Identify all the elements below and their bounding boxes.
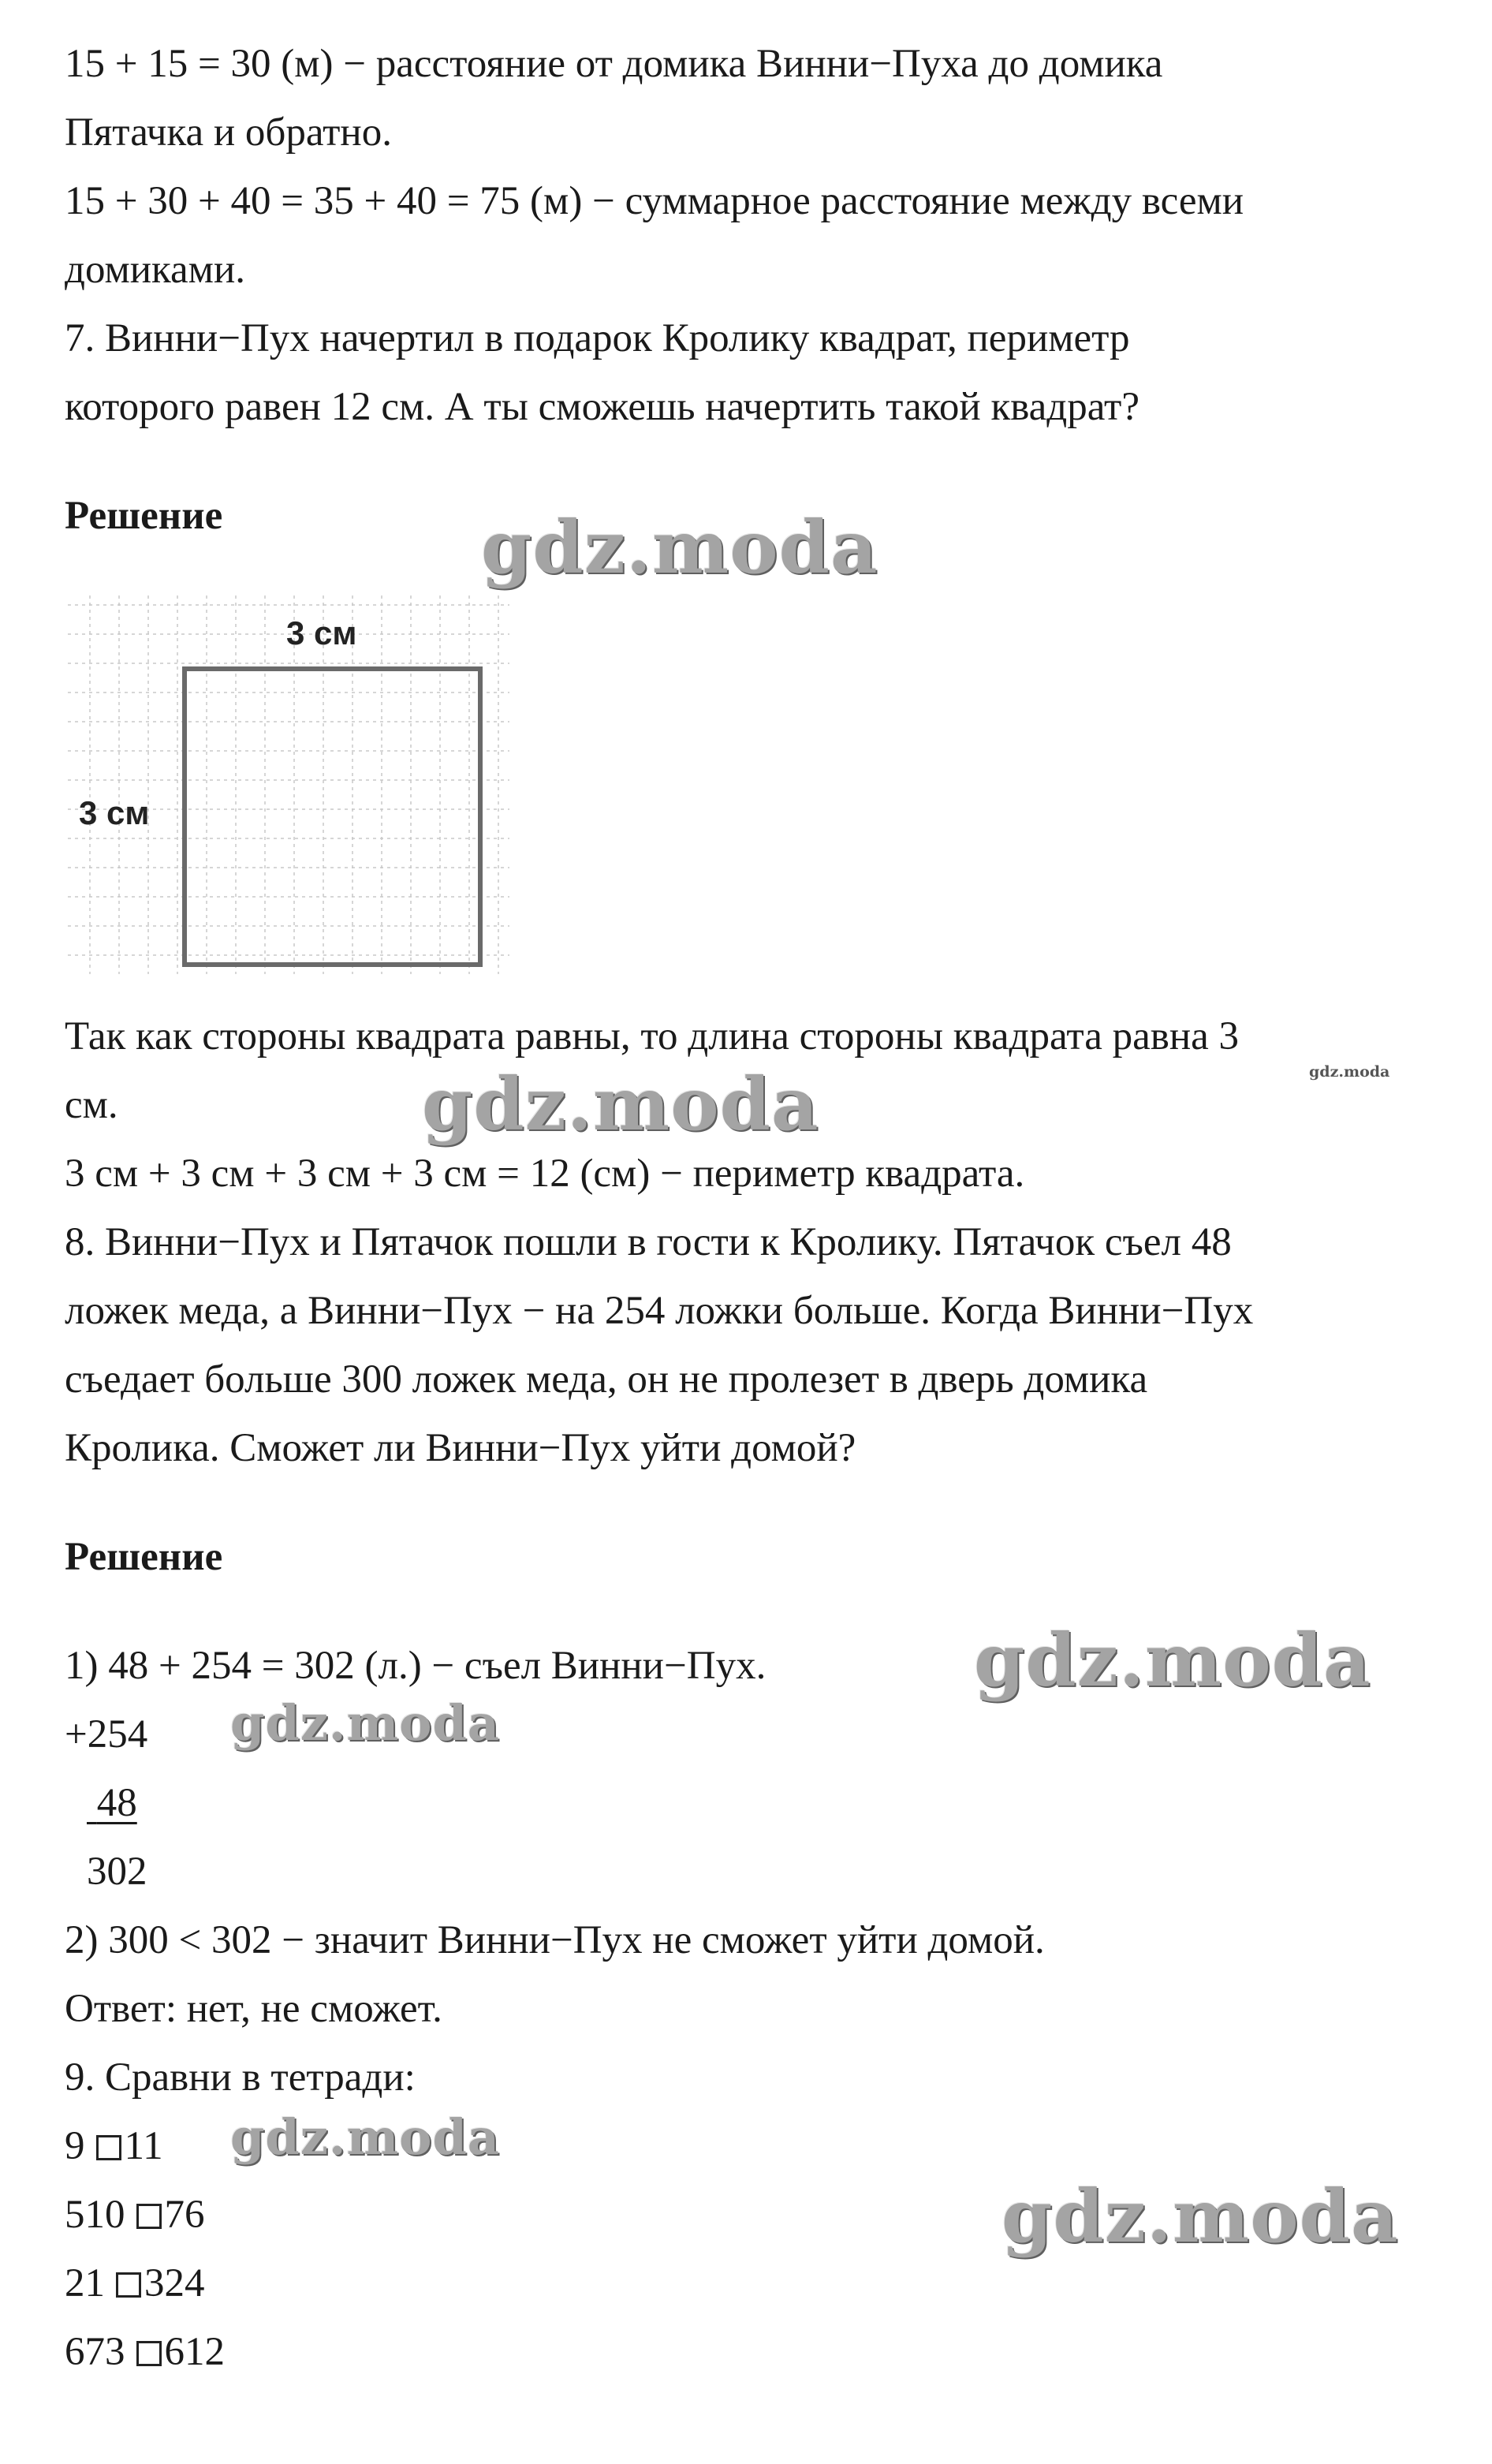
- watermark: gdz.moda: [1309, 1063, 1390, 1081]
- text-line: домиками.: [65, 248, 246, 292]
- empty-box-icon: [136, 2341, 162, 2366]
- compare-row: 510 76: [65, 2193, 205, 2237]
- text-line: 1) 48 + 254 = 302 (л.) − съел Винни−Пух.: [65, 1644, 767, 1688]
- empty-box-icon: [96, 2135, 121, 2160]
- watermark: gdz.moda: [974, 1618, 1371, 1703]
- watermark: gdz.moda: [230, 1694, 500, 1752]
- solution-heading: Решение: [65, 1535, 223, 1579]
- task-9-text: 9. Сравни в тетради:: [65, 2055, 416, 2100]
- answer-line: Ответ: нет, не сможет.: [65, 1987, 442, 2031]
- task-8-text: съедает больше 300 ложек меда, он не пролезет в дверь домика: [65, 1357, 1148, 1402]
- top-side-label: 3 см: [286, 614, 357, 651]
- watermark: gdz.moda: [481, 505, 878, 590]
- solution-heading: Решение: [65, 494, 223, 538]
- task-8-text: Кролика. Сможет ли Винни−Пух уйти домой?: [65, 1426, 856, 1470]
- compare-row: 9 11: [65, 2124, 163, 2168]
- empty-box-icon: [116, 2272, 141, 2298]
- task-7-text: которого равен 12 см. А ты сможешь начертить такой квадрат?: [65, 385, 1140, 429]
- text-line: 2) 300 < 302 − значит Винни−Пух не сможет уйти домой.: [65, 1918, 1045, 1962]
- task-8-text: 8. Винни−Пух и Пятачок пошли в гости к Кролику. Пятачок съел 48: [65, 1220, 1232, 1264]
- compare-row: 673 612: [65, 2330, 225, 2374]
- text-line: 15 + 15 = 30 (м) − расстояние от домика Винни−Пуха до домика: [65, 42, 1163, 86]
- empty-box-icon: [136, 2204, 162, 2229]
- watermark: gdz.moda: [422, 1062, 819, 1147]
- compare-row: 21 324: [65, 2261, 205, 2305]
- text-line: Пятачка и обратно.: [65, 110, 392, 155]
- text-line: 15 + 30 + 40 = 35 + 40 = 75 (м) − суммарное расстояние между всеми: [65, 179, 1244, 223]
- task-7-text: 7. Винни−Пух начертил в подарок Кролику квадрат, периметр: [65, 316, 1130, 360]
- square-figure: [68, 595, 509, 974]
- square-shape: [185, 669, 480, 965]
- left-side-label: 3 см: [79, 794, 150, 831]
- column-addition-result: 302: [87, 1850, 147, 1894]
- watermark: gdz.moda: [230, 2108, 500, 2166]
- column-addition-line: +254: [65, 1712, 148, 1757]
- watermark: gdz.moda: [1002, 2174, 1399, 2259]
- task-8-text: ложек меда, а Винни−Пух − на 254 ложки больше. Когда Винни−Пух: [65, 1289, 1254, 1333]
- text-line: см.: [65, 1083, 118, 1127]
- column-addition-line: 48: [96, 1781, 137, 1825]
- text-line: Так как стороны квадрата равны, то длина стороны квадрата равна 3: [65, 1014, 1240, 1058]
- text-line: 3 см + 3 см + 3 см + 3 см = 12 (см) − периметр квадрата.: [65, 1152, 1025, 1196]
